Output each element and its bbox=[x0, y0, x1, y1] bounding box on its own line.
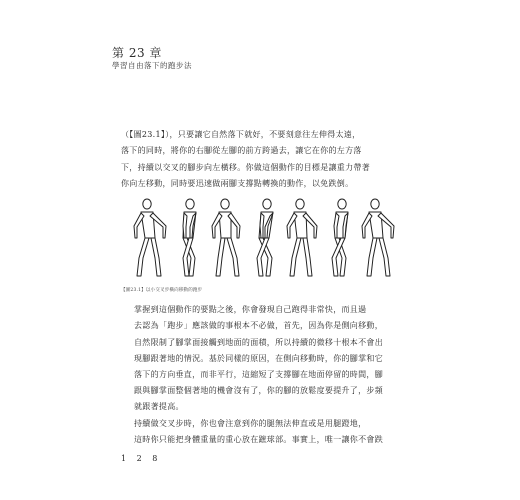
runner-figure bbox=[212, 199, 240, 276]
runner-figure bbox=[287, 199, 317, 276]
text-line: 現腳跟著地的情況。基於同樣的原因，在側向移動時，你的腳掌和它 bbox=[134, 353, 383, 363]
text-line: 持續做交叉步時，你也會注意到你的腿無法伸直或是用腿蹬地， bbox=[134, 418, 367, 428]
text-line: 跟與腳掌面整個著地的機會沒有了，你的腳的放鬆度要提升了，步頻 bbox=[134, 386, 383, 395]
paragraph-3 bbox=[134, 383, 404, 448]
runner-figure bbox=[332, 199, 348, 276]
figure-caption: 【圖23.1】以小交叉步橫向移動的跑步 bbox=[121, 288, 203, 293]
chapter-subtitle: 學習自由落下的跑步法 bbox=[112, 61, 192, 70]
running-figure-illustration bbox=[130, 196, 400, 280]
paragraph-1 bbox=[121, 127, 404, 192]
text-line: 掌握到這個動作的要點之後，你會發現自己跑得非常快，而且過 bbox=[134, 305, 367, 314]
text-line: 你向左移動，同時要迅速做兩腳支撐點轉換的動作，以免跌倒。 bbox=[121, 178, 354, 188]
text-line: （【圖23.1】），只要讓它自然落下就好，不要刻意往左伸得太遠， bbox=[121, 130, 361, 139]
figure-svg bbox=[130, 196, 400, 280]
text-line: 落下的方向垂直，而非平行，這縮短了支撐腳在地面停留的時間，腳 bbox=[134, 370, 383, 380]
paragraph-2 bbox=[134, 302, 404, 383]
runner-figure bbox=[257, 199, 273, 276]
runner-figure bbox=[183, 199, 196, 276]
chapter-title: 第 23 章 bbox=[112, 46, 162, 60]
text-line: 這時你只能把身體重量的重心放在蹠球部。事實上，唯一讓你不會跌 bbox=[134, 434, 383, 444]
text-line: 自然限制了腳掌面接觸到地面的面積，所以持續的微移十根本不會出 bbox=[134, 337, 383, 347]
page-number: 1 2 8 bbox=[121, 454, 162, 463]
runner-figure bbox=[134, 199, 166, 276]
text-line: 就跟著提高。 bbox=[134, 402, 184, 412]
text-line: 下，持續以交叉的腳步向左橫移。你做這個動作的目標是讓重力帶著 bbox=[121, 162, 370, 172]
text-line: 落下的同時，將你的右腳從左腳的前方跨過去，讓它在你的左方落 bbox=[121, 146, 362, 156]
runner-figure bbox=[362, 199, 394, 276]
text-line: 去認為「跑步」應該做的事根本不必做，首先，因為你是側向移動， bbox=[134, 321, 383, 331]
